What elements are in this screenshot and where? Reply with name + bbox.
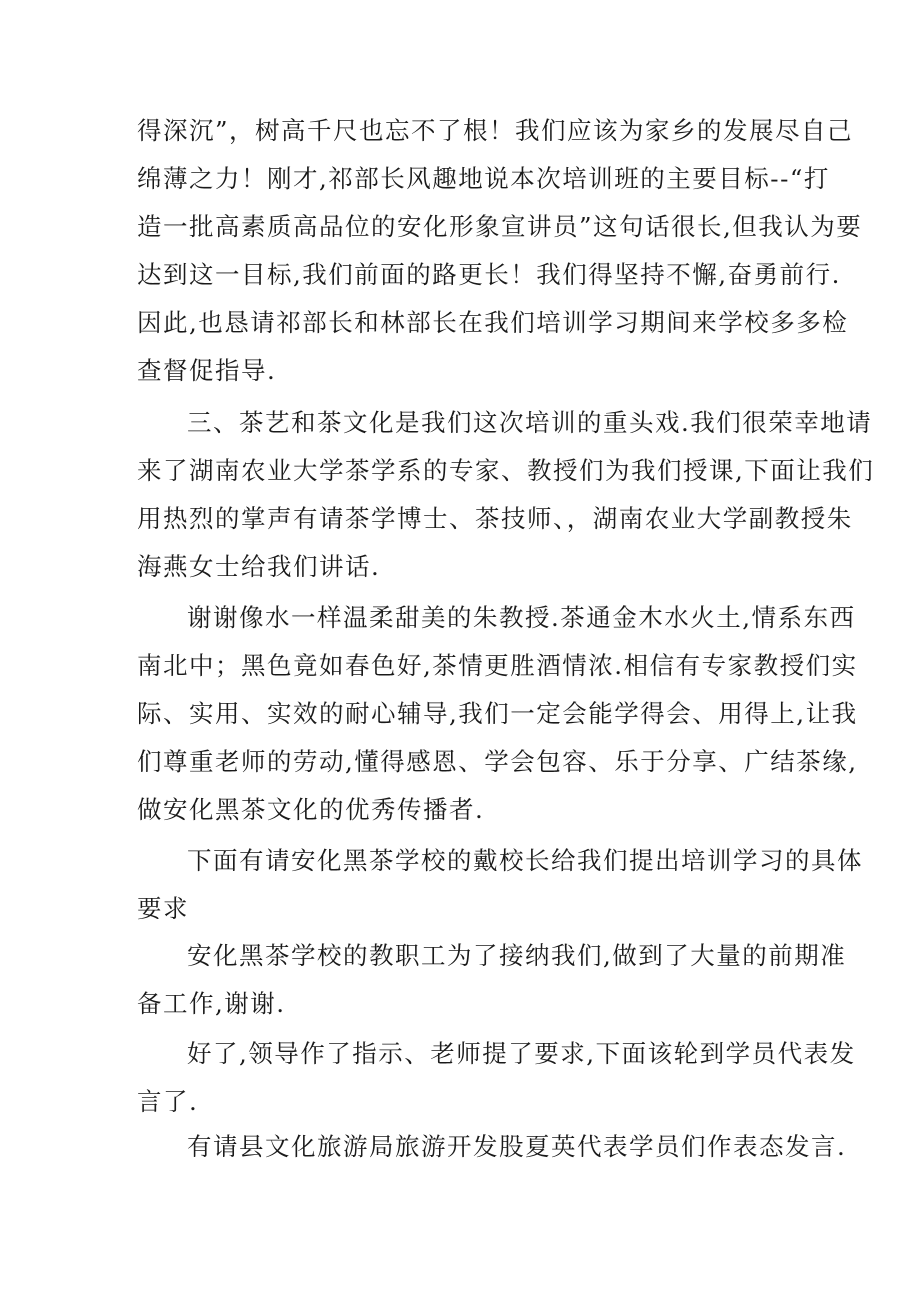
paragraph-line: 用热烈的掌声有请茶学博士、茶技师、，湖南农业大学副教授朱 xyxy=(137,504,853,533)
paragraph-7 xyxy=(137,1123,847,1171)
paragraph-line: 要求 xyxy=(137,894,189,923)
paragraph-line: 言了. xyxy=(137,1087,199,1116)
paragraph-line: 因此,也恳请祁部长和林部长在我们培训学习期间来学校多多检 xyxy=(137,308,849,337)
paragraph-4 xyxy=(137,837,863,933)
paragraph-line: 下面有请安化黑茶学校的戴校长给我们提出培训学习的具体 xyxy=(187,846,863,875)
paragraph-line: 们尊重老师的劳动,懂得感恩、学会包容、乐于分享、广结茶缘, xyxy=(137,747,858,776)
paragraph-5 xyxy=(137,932,847,1028)
paragraph-line: 好了,领导作了指示、老师提了要求,下面该轮到学员代表发 xyxy=(187,1039,856,1068)
paragraph-3 xyxy=(137,594,858,834)
paragraph-line: 安化黑茶学校的教职工为了接纳我们,做到了大量的前期准 xyxy=(187,941,847,970)
paragraph-line: 三、茶艺和茶文化是我们这次培训的重头戏.我们很荣幸地请 xyxy=(187,408,873,437)
paragraph-line: 际、实用、实效的耐心辅导,我们一定会能学得会、用得上,让我 xyxy=(137,699,858,728)
paragraph-line: 有请县文化旅游局旅游开发股夏英代表学员们作表态发言. xyxy=(187,1132,847,1161)
paragraph-2 xyxy=(137,399,875,591)
paragraph-line: 得深沉”，树高千尺也忘不了根！我们应该为家乡的发展尽自己 xyxy=(137,116,854,145)
paragraph-line: 谢谢像水一样温柔甜美的朱教授.茶通金木水火土,情系东西 xyxy=(187,603,856,632)
paragraph-line: 来了湖南农业大学茶学系的专家、教授们为我们授课,下面让我们 xyxy=(137,456,875,485)
paragraph-6 xyxy=(137,1030,856,1126)
paragraph-line: 查督促指导. xyxy=(137,356,277,385)
paragraph-line: 造一批高素质高品位的安化形象宣讲员”这句话很长,但我认为要 xyxy=(137,212,863,241)
paragraph-line: 做安化黑茶文化的优秀传播者. xyxy=(137,795,485,824)
paragraph-line: 南北中；黑色竟如春色好,茶情更胜酒情浓.相信有专家教授们实 xyxy=(137,651,858,680)
paragraph-line: 绵薄之力！刚才,祁部长风趣地说本次培训班的主要目标--“打 xyxy=(137,164,830,193)
paragraph-line: 达到这一目标,我们前面的路更长！我们得坚持不懈,奋勇前行. xyxy=(137,260,841,289)
paragraph-line: 海燕女士给我们讲话. xyxy=(137,552,381,581)
paragraph-1 xyxy=(137,107,863,395)
paragraph-line: 备工作,谢谢. xyxy=(137,989,286,1018)
